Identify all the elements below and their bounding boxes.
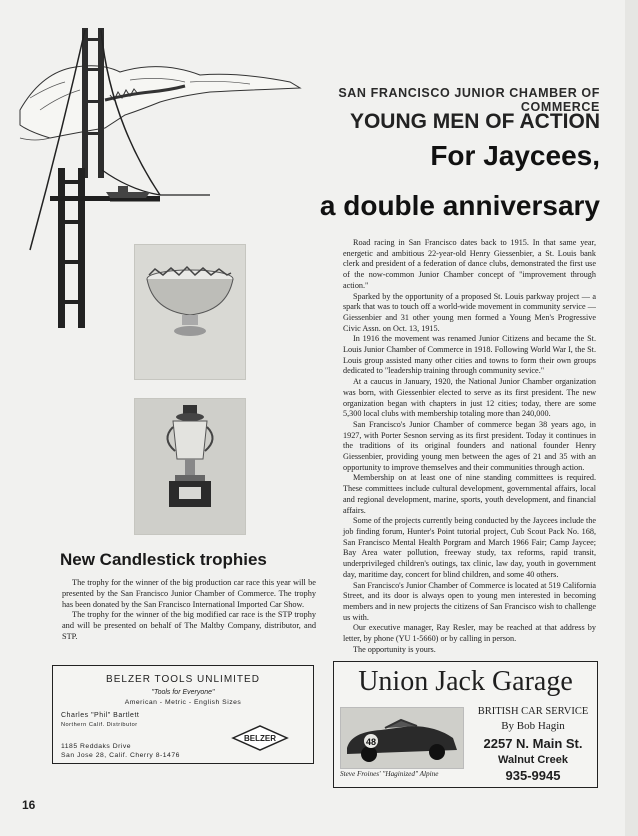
article-paragraph: Sparked by the opportunity of a proposed St. Louis parkway project — a spark that was to touch off a world-wide movement in community service — Giessenbier and 31 other young men formed a Young Men's Progressive Civic Assn. on Oct. 13, 1915. — [343, 291, 596, 333]
belzer-sizes: American - Metric - English Sizes — [124, 699, 242, 706]
trophy-bowl-photo — [134, 244, 246, 380]
article-paragraph: San Francisco's Junior Chamber of commerce began 38 years ago, in 1927, with Porter Sesnon serving as its first president. Today it continues in the traditions of its original founders and national founder Henry Giessenbier, providing young men between the ages of 21 and 35 with an opportunity to improve themselves and their communities through action. — [343, 419, 596, 472]
trophies-paragraph: The trophy for the winner of the big modified car race is the STP trophy and will be presented on behalf of The Maltby Company, distributor, and STP. — [62, 610, 316, 641]
article-paragraph: At a caucus in January, 1920, the National Junior Chamber organization was born, with Giessenbier elected to serve as its first president. The new organization began with chapters in just 12 cities; today, there are some 5,300 local clubs with membership totaling more than 240,000. — [343, 377, 596, 419]
article-paragraph: The opportunity is yours. — [353, 644, 436, 654]
article-paragraph: Our executive manager, Ray Resler, may be reached at that address by letter, by phone (YU 1-5660) or by calling in person. — [343, 623, 596, 644]
article-body — [343, 238, 596, 655]
belzer-title: BELZER TOOLS UNLIMITED — [106, 674, 260, 685]
ujg-owner: By Bob Hagin — [501, 720, 565, 732]
headline-young-men: YOUNG MEN OF ACTION — [349, 110, 600, 133]
race-car-photo — [340, 707, 464, 769]
belzer-contact-role: Northern Calif. Distributor — [61, 722, 138, 728]
headline-double-anniversary: a double anniversary — [319, 190, 600, 221]
org-name: SAN FRANCISCO JUNIOR CHAMBER OF COMMERCE — [338, 86, 600, 114]
page-number: 16 — [22, 798, 36, 812]
article-paragraph: San Francisco's Junior Chamber of Commerce is located at 519 California Street, and its door is always open to young men interested in becoming members and in new projects the citizens of San Francisco wish to challenge us with. — [343, 580, 596, 622]
belzer-address-city: San Jose 28, Calif. Cherry 8-1476 — [61, 752, 180, 759]
ujg-street: 2257 N. Main St. — [483, 736, 583, 751]
belzer-address-street: 1185 Reddaks Drive — [61, 743, 132, 750]
trophies-heading: New Candlestick trophies — [60, 550, 267, 569]
article-paragraph: Some of the projects currently being conducted by the Jaycees include the job finding forum, Hunter's Point tutorial project, Cub Scout Pack No. 168, San Francisco Mental Health Porgram and March 1966 Fair; Camp Jaycee; Bay Area water pollution, freeway study, tax reforms, rapid transit, underprivileged children's outings, tax clinic, law day, youth in government day, maritime day, concert for blind children, and some 40 others. — [343, 516, 596, 579]
ujg-title: Union Jack Garage — [358, 666, 573, 697]
belzer-slogan: "Tools for Everyone" — [151, 689, 215, 696]
ujg-service: BRITISH CAR SERVICE — [477, 706, 589, 717]
trophy-cup-photo — [134, 398, 246, 535]
trophies-paragraph: The trophy for the winner of the big production car race this year will be presented by the San Francisco Junior Chamber of Commerce. The trophy has been donated by the San Francisco International Imported Car Show. — [62, 578, 316, 609]
article-paragraph: Road racing in San Francisco dates back to 1915. In that same year, energetic and ambitious 22-year-old Henry Giessenbier, a St. Louis bank clerk and president of a federation of dance clubs, demonstrated the first use of the now-common Junior Chamber concept of "improvement through action." — [343, 238, 596, 290]
headline-for-jaycees: For Jaycees, — [430, 140, 600, 171]
belzer-logo — [231, 724, 289, 752]
union-jack-garage-ad — [333, 661, 598, 788]
belzer-logo-text: BELZER — [244, 734, 276, 743]
trophies-body — [62, 578, 316, 643]
article-paragraph: In 1916 the movement was renamed Junior Citizens and became the St. Louis Junior Chamber of Commerce in 1918. Following World War I, the St. Louis group assisted many other cities and towns to form their own groups dedicated to "leadership training through community sevice." — [343, 334, 596, 376]
ujg-city: Walnut Creek — [498, 754, 568, 766]
article-paragraph: Membership on at least one of nine standing committees is required. These committees include cultural development, governmental affairs, local and regional development, marine, sports, youth development, and financial affairs. — [343, 473, 596, 515]
page-edge — [625, 0, 638, 836]
car-number: 48 — [365, 737, 377, 747]
ujg-photo-caption: Steve Froines' "Haginized" Alpine — [340, 770, 439, 778]
belzer-tools-ad — [52, 665, 314, 764]
belzer-contact-name: Charles "Phil" Bartlett — [61, 712, 140, 719]
ujg-phone: 935-9945 — [505, 768, 561, 783]
